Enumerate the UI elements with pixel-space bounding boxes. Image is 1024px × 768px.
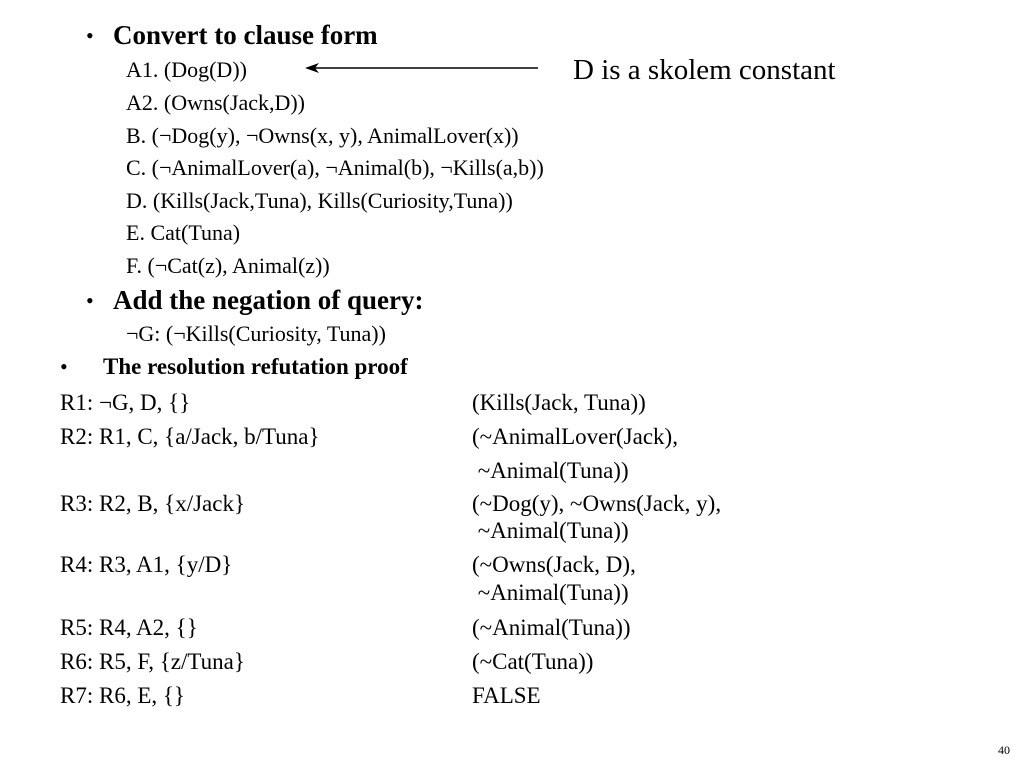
arrow-left-icon xyxy=(300,58,545,78)
page-number: 40 xyxy=(998,743,1010,757)
proof-result-r6: (~Cat(Tuna)) xyxy=(472,649,594,674)
clause-e: E. Cat(Tuna) xyxy=(126,220,241,245)
negated-query: ¬G: (¬Kills(Curiosity, Tuna)) xyxy=(126,321,386,346)
proof-result-r1: (Kills(Jack, Tuna)) xyxy=(472,390,646,415)
clause-b: B. (¬Dog(y), ¬Owns(x, y), AnimalLover(x)) xyxy=(126,123,519,148)
proof-step-r1: R1: ¬G, D, {} xyxy=(60,390,191,415)
proof-step-r5: R5: R4, A2, {} xyxy=(60,615,198,640)
heading-resolution-proof: The resolution refutation proof xyxy=(103,354,408,379)
proof-result-r4-line2: ~Animal(Tuna)) xyxy=(472,580,629,605)
bullet-negation: • xyxy=(86,288,94,313)
clause-a1: A1. (Dog(D)) xyxy=(126,57,247,82)
clause-f: F. (¬Cat(z), Animal(z)) xyxy=(126,253,330,278)
clause-d: D. (Kills(Jack,Tuna), Kills(Curiosity,Tuna)) xyxy=(126,188,513,213)
skolem-annotation: D is a skolem constant xyxy=(573,54,836,86)
clause-c: C. (¬AnimalLover(a), ¬Animal(b), ¬Kills(a,b)) xyxy=(126,155,544,180)
heading-add-negation: Add the negation of query: xyxy=(113,285,424,315)
proof-result-r2-line2: ~Animal(Tuna)) xyxy=(472,458,629,483)
heading-convert-to-clause-form: Convert to clause form xyxy=(113,20,378,50)
proof-result-r4-line1: (~Owns(Jack, D), xyxy=(472,552,636,577)
proof-step-r6: R6: R5, F, {z/Tuna} xyxy=(60,649,245,674)
proof-step-r3: R3: R2, B, {x/Jack} xyxy=(60,491,245,516)
proof-step-r7: R7: R6, E, {} xyxy=(60,683,185,708)
proof-result-r3-line2: ~Animal(Tuna)) xyxy=(472,518,629,543)
bullet-resolution: • xyxy=(60,354,68,379)
proof-result-r2-line1: (~AnimalLover(Jack), xyxy=(472,424,678,449)
proof-step-r4: R4: R3, A1, {y/D} xyxy=(60,552,233,577)
clause-a2: A2. (Owns(Jack,D)) xyxy=(126,90,306,115)
bullet-convert: • xyxy=(86,23,94,48)
proof-result-r5: (~Animal(Tuna)) xyxy=(472,615,631,640)
proof-result-r3-line1: (~Dog(y), ~Owns(Jack, y), xyxy=(472,491,722,516)
proof-result-r7: FALSE xyxy=(472,683,541,708)
proof-step-r2: R2: R1, C, {a/Jack, b/Tuna} xyxy=(60,424,320,449)
